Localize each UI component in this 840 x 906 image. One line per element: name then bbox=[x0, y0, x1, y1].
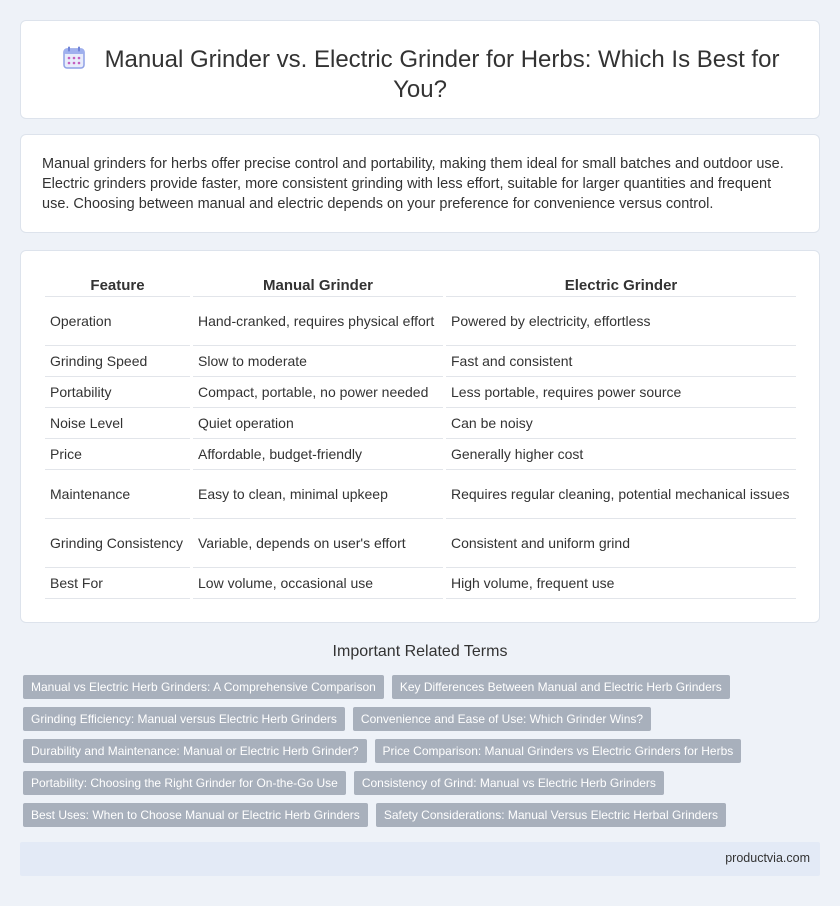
table-row bbox=[45, 408, 796, 439]
table-cell-feature: Noise Level bbox=[45, 408, 190, 439]
header-manual-grinder: Manual Grinder bbox=[193, 275, 443, 297]
comparison-table-card bbox=[20, 250, 820, 623]
table-header-row bbox=[45, 275, 796, 297]
table-row bbox=[45, 377, 796, 408]
table-row bbox=[45, 568, 796, 599]
table-cell-electric: Fast and consistent bbox=[446, 346, 796, 377]
table-cell-feature: Price bbox=[45, 439, 190, 470]
intro-card bbox=[20, 134, 820, 233]
table-cell-electric: Requires regular cleaning, potential mechanical issues bbox=[446, 470, 796, 519]
table-row bbox=[45, 346, 796, 377]
related-term-link[interactable]: Price Comparison: Manual Grinders vs Electric Grinders for Herbs bbox=[375, 739, 742, 763]
table-cell-electric: Less portable, requires power source bbox=[446, 377, 796, 408]
table-cell-manual: Compact, portable, no power needed bbox=[193, 377, 443, 408]
table-cell-electric: Can be noisy bbox=[446, 408, 796, 439]
related-term-link[interactable]: Safety Considerations: Manual Versus Electric Herbal Grinders bbox=[376, 803, 726, 827]
table-cell-manual: Quiet operation bbox=[193, 408, 443, 439]
table-cell-electric: Powered by electricity, effortless bbox=[446, 297, 796, 346]
table-cell-feature: Portability bbox=[45, 377, 190, 408]
related-term-link[interactable]: Manual vs Electric Herb Grinders: A Comprehensive Comparison bbox=[23, 675, 384, 699]
footer bbox=[20, 842, 820, 876]
intro-paragraph: Manual grinders for herbs offer precise control and portability, making them ideal for small batches and outdoor use. Electric grinders provide faster, more consistent grinding with less effort, suitable for larger quantities and frequent use. Choosing between manual and electric depends on your preference for convenience versus control. bbox=[42, 156, 784, 212]
comparison-table bbox=[42, 275, 799, 599]
table-cell-electric: Generally higher cost bbox=[446, 439, 796, 470]
calendar-icon bbox=[61, 46, 87, 70]
table-row bbox=[45, 297, 796, 346]
table-cell-feature: Best For bbox=[45, 568, 190, 599]
related-term-link[interactable]: Key Differences Between Manual and Electric Herb Grinders bbox=[392, 675, 730, 699]
related-term-link[interactable]: Convenience and Ease of Use: Which Grinder Wins? bbox=[353, 707, 651, 731]
tag-row bbox=[23, 707, 823, 739]
table-cell-electric: High volume, frequent use bbox=[446, 568, 796, 599]
table-cell-feature: Operation bbox=[45, 297, 190, 346]
table-cell-manual: Affordable, budget-friendly bbox=[193, 439, 443, 470]
related-term-link[interactable]: Grinding Efficiency: Manual versus Electric Herb Grinders bbox=[23, 707, 345, 731]
related-term-link[interactable]: Portability: Choosing the Right Grinder for On-the-Go Use bbox=[23, 771, 346, 795]
related-term-link[interactable]: Consistency of Grind: Manual vs Electric Herb Grinders bbox=[354, 771, 664, 795]
related-terms-list bbox=[23, 675, 823, 835]
table-cell-feature: Grinding Consistency bbox=[45, 519, 190, 568]
table-cell-manual: Hand-cranked, requires physical effort bbox=[193, 297, 443, 346]
table-cell-feature: Grinding Speed bbox=[45, 346, 190, 377]
table-row bbox=[45, 470, 796, 519]
table-cell-electric: Consistent and uniform grind bbox=[446, 519, 796, 568]
table-row bbox=[45, 519, 796, 568]
table-cell-manual: Low volume, occasional use bbox=[193, 568, 443, 599]
tag-row bbox=[23, 739, 823, 771]
tag-row bbox=[23, 771, 823, 803]
header-electric-grinder: Electric Grinder bbox=[446, 275, 796, 297]
tag-row bbox=[23, 803, 823, 835]
table-cell-feature: Maintenance bbox=[45, 470, 190, 519]
page-title bbox=[21, 45, 819, 105]
related-term-link[interactable]: Durability and Maintenance: Manual or Electric Herb Grinder? bbox=[23, 739, 367, 763]
title-card bbox=[20, 20, 820, 119]
related-term-link[interactable]: Best Uses: When to Choose Manual or Electric Herb Grinders bbox=[23, 803, 368, 827]
related-terms-title: Important Related Terms bbox=[332, 643, 508, 660]
header-feature: Feature bbox=[45, 275, 190, 297]
tag-row bbox=[23, 675, 823, 707]
footer-site-link[interactable]: productvia.com bbox=[725, 851, 810, 865]
page-title-text: Manual Grinder vs. Electric Grinder for Herbs: Which Is Best for You? bbox=[104, 46, 780, 103]
table-cell-manual: Easy to clean, minimal upkeep bbox=[193, 470, 443, 519]
table-cell-manual: Slow to moderate bbox=[193, 346, 443, 377]
table-cell-manual: Variable, depends on user's effort bbox=[193, 519, 443, 568]
table-row bbox=[45, 439, 796, 470]
